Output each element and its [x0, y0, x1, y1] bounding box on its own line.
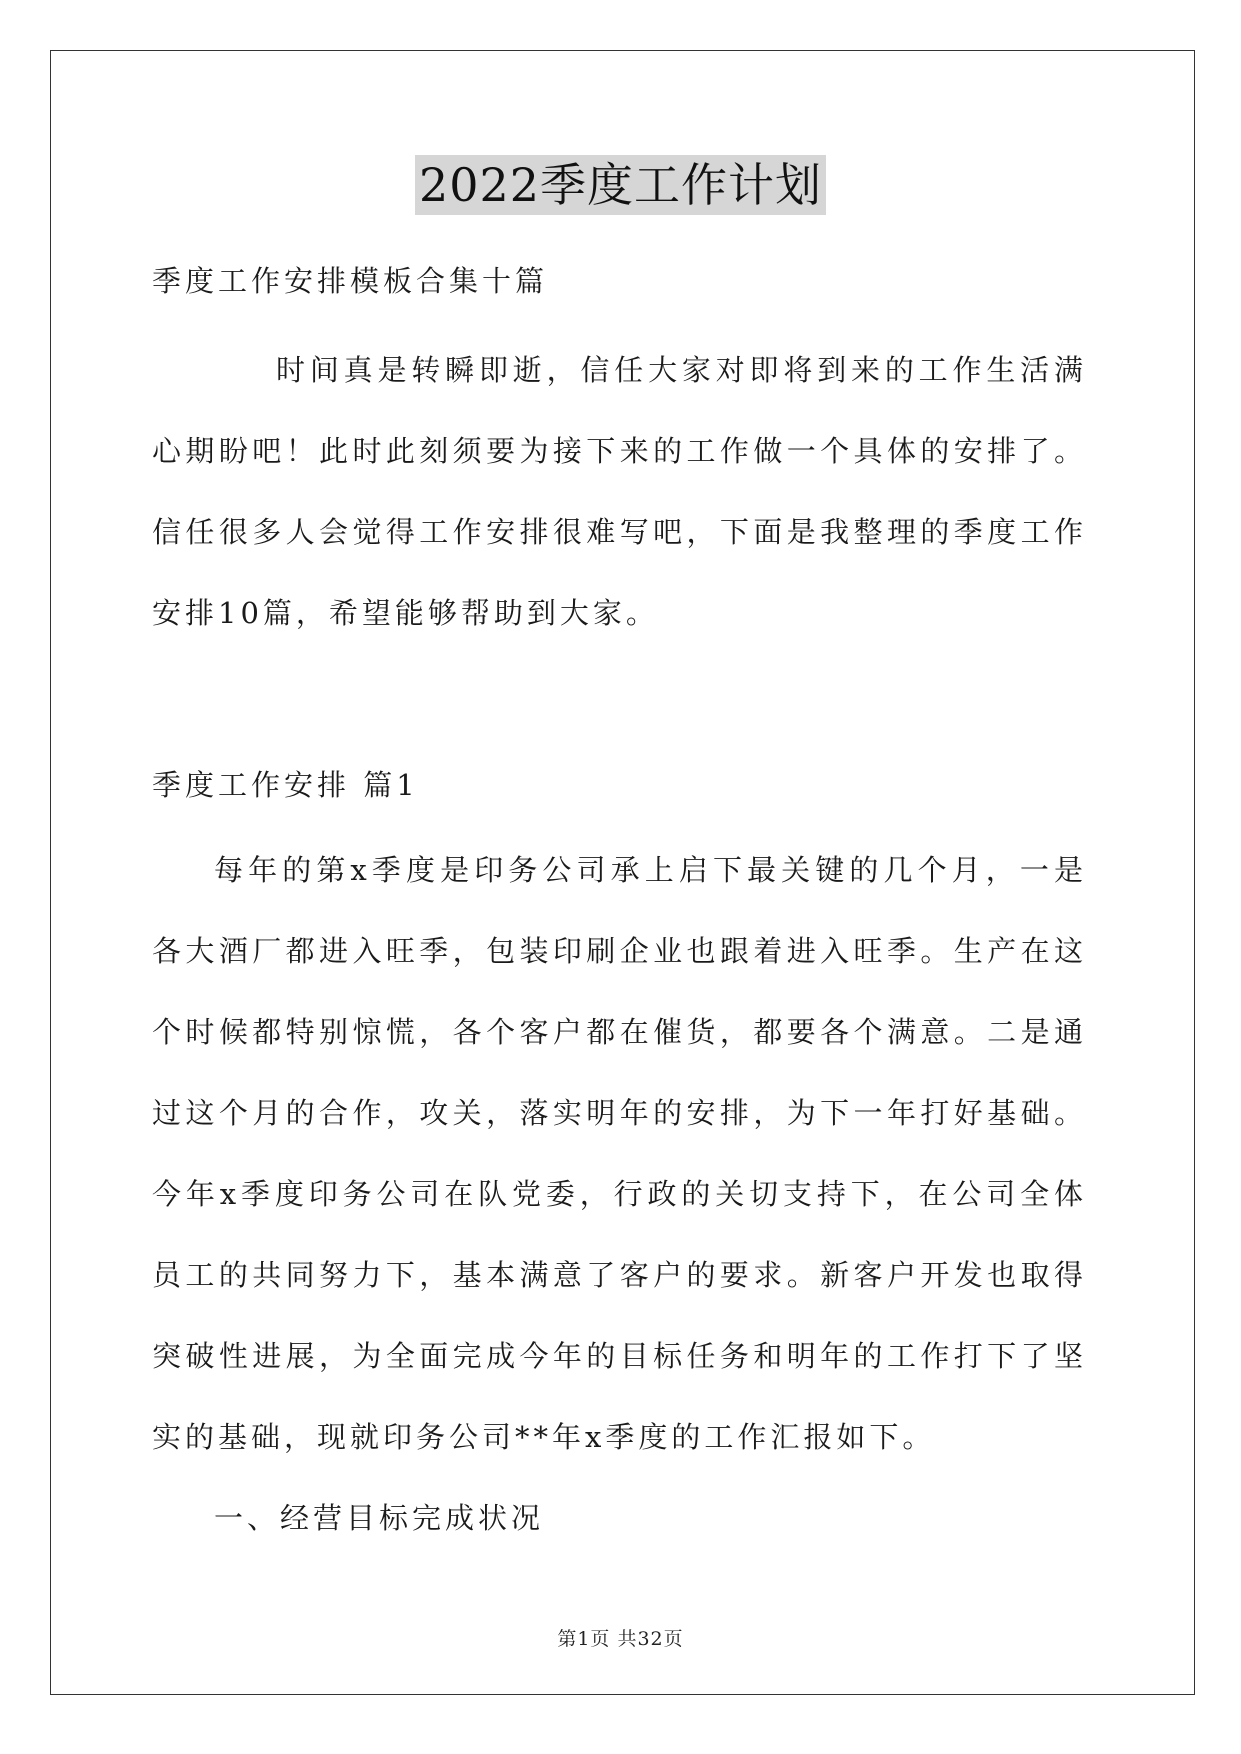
document-title: 2022季度工作计划 [415, 155, 826, 215]
document-body [152, 250, 1087, 1559]
section-heading: 季度工作安排 篇1 [152, 768, 419, 802]
intro-paragraph: 时间真是转瞬即逝，信任大家对即将到来的工作生活满心期盼吧！此时此刻须要为接下来的工作做一个具体的安排了。信任很多人会觉得工作安排很难写吧，下面是我整理的季度工作安排10篇，希望能够帮助到大家。 [152, 353, 1087, 630]
body-paragraph: 每年的第x季度是印务公司承上启下最关键的几个月，一是各大酒厂都进入旺季，包装印刷企业也跟着进入旺季。生产在这个时候都特别惊慌，各个客户都在催货，都要各个满意。二是通过这个月的合作，攻关，落实明年的安排，为下一年打好基础。今年x季度印务公司在队党委，行政的关切支持下，在公司全体员工的共同努力下，基本满意了客户的要求。新客户开发也取得突破性进展，为全面完成今年的目标任务和明年的工作打下了坚实的基础，现就印务公司**年x季度的工作汇报如下。 [152, 853, 1087, 1454]
list-heading: 一、经营目标完成状况 [214, 1501, 545, 1535]
title-container [0, 155, 1241, 215]
document-subtitle: 季度工作安排模板合集十篇 [152, 264, 549, 298]
page-footer: 第1页 共32页 [557, 1628, 684, 1650]
